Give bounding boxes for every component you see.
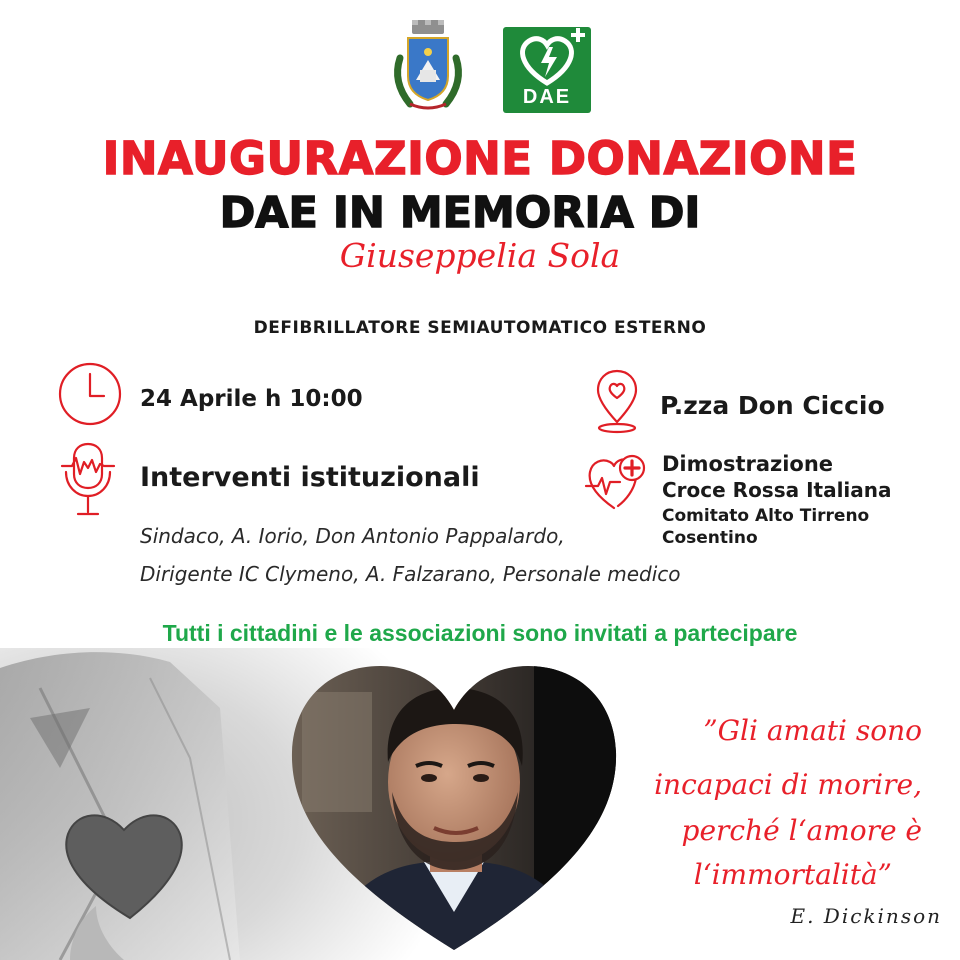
quote-line-1: ”Gli amati sono — [703, 714, 922, 747]
clock-icon — [56, 360, 124, 428]
speakers-line-1: Sindaco, A. Iorio, Don Antonio Pappalardo, — [140, 524, 565, 548]
speakers-line-2: Dirigente IC Clymeno, A. Falzarano, Personale medico — [140, 562, 681, 586]
subtitle: DEFIBRILLATORE SEMIAUTOMATICO ESTERNO — [253, 318, 707, 338]
memorial-portrait-heart — [284, 662, 624, 952]
dae-heart-bolt-icon — [503, 27, 591, 91]
dae-logo-label: DAE — [522, 86, 572, 108]
quote-line-2: incapaci di morire, — [654, 768, 922, 801]
heart-first-aid-icon — [584, 452, 650, 512]
demo-line-4: Cosentino — [662, 528, 758, 548]
memorial-name: Giuseppelia Sola — [339, 236, 621, 275]
event-date: 24 Aprile h 10:00 — [140, 386, 363, 412]
event-place: P.zza Don Ciccio — [660, 391, 885, 420]
location-pin-icon — [594, 368, 640, 434]
quote-line-3: perché l‘amore è — [681, 814, 922, 847]
microphone-icon — [58, 440, 118, 518]
talks-title: Interventi istituzionali — [140, 462, 480, 493]
demo-line-1: Dimostrazione — [662, 452, 834, 476]
dae-logo — [503, 27, 591, 113]
municipal-crest-logo — [388, 18, 468, 114]
demo-line-3: Comitato Alto Tirreno — [662, 506, 870, 526]
title-line-1: INAUGURAZIONE DONAZIONE — [102, 132, 858, 185]
title-line-2: DAE IN MEMORIA DI — [219, 188, 701, 238]
quote-author: E. Dickinson — [790, 904, 942, 928]
invite-text: Tutti i cittadini e le associazioni sono invitati a partecipare — [162, 620, 798, 646]
demo-line-2: Croce Rossa Italiana — [662, 478, 892, 502]
quote-line-4: l‘immortalità” — [693, 858, 892, 891]
